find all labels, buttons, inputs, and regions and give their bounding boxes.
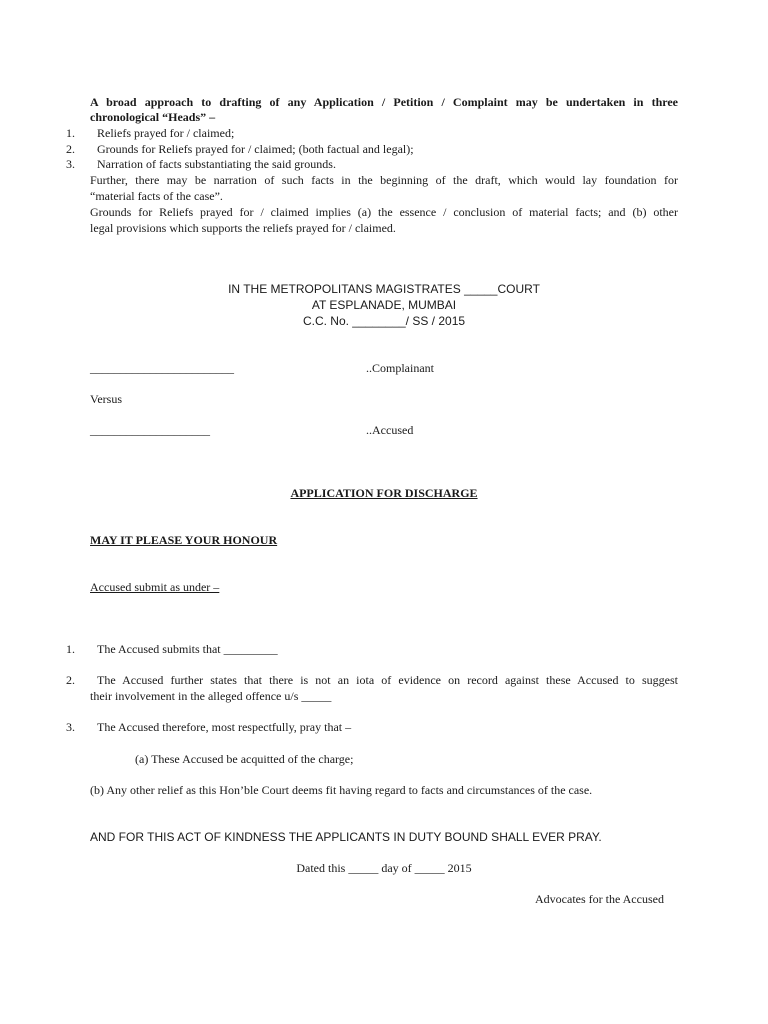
intro-paragraph-2-line1: Grounds for Reliefs prayed for / claimed implies (a) the essence / conclusion of material facts; and (b) other: [90, 205, 678, 219]
signature-line: Advocates for the Accused: [535, 892, 664, 906]
point-text: The Accused therefore, most respectfully, pray that –: [97, 720, 352, 734]
court-location: AT ESPLANADE, MUMBAI: [311, 298, 457, 312]
prayer-b: (b) Any other relief as this Hon’ble Court deems fit having regard to facts and circumstances of the case.: [90, 783, 593, 797]
point-number: 1.: [66, 642, 75, 656]
submission-intro: Accused submit as under –: [90, 580, 220, 594]
intro-paragraph-1-line2: “material facts of the case”.: [90, 189, 223, 203]
versus-label: Versus: [90, 392, 122, 406]
point-text: The Accused submits that _________: [97, 642, 278, 656]
intro-item-text: Reliefs prayed for / claimed;: [97, 126, 235, 140]
intro-item-number: 3.: [66, 157, 75, 171]
intro-paragraph-2-line2: legal provisions which supports the reliefs prayed for / claimed.: [90, 221, 396, 235]
salutation: MAY IT PLEASE YOUR HONOUR: [90, 533, 278, 547]
point-number: 2.: [66, 673, 75, 687]
intro-heading-line2: chronological “Heads” –: [90, 110, 216, 124]
intro-heading-line1: A broad approach to drafting of any Application / Petition / Complaint may be undertaken in three: [90, 95, 678, 109]
case-number: C.C. No. ________/ SS / 2015: [302, 314, 466, 328]
intro-item-number: 2.: [66, 142, 75, 156]
intro-paragraph-1-line1: Further, there may be narration of such facts in the beginning of the draft, which would lay foundation for: [90, 173, 678, 187]
closing-prayer: AND FOR THIS ACT OF KINDNESS THE APPLICANTS IN DUTY BOUND SHALL EVER PRAY.: [90, 830, 602, 844]
accused-label: ..Accused: [366, 423, 414, 437]
prayer-a: (a) These Accused be acquitted of the charge;: [135, 752, 354, 766]
intro-item-text: Narration of facts substantiating the said grounds.: [97, 157, 336, 171]
point-number: 3.: [66, 720, 75, 734]
intro-item-number: 1.: [66, 126, 75, 140]
point-text-line1: The Accused further states that there is not an iota of evidence on record against these Accused to suggest: [97, 673, 678, 687]
document-title: APPLICATION FOR DISCHARGE: [290, 486, 478, 500]
date-line: Dated this _____ day of _____ 2015: [296, 861, 472, 875]
complainant-name-blank: ________________________: [90, 361, 234, 375]
complainant-label: ..Complainant: [366, 361, 434, 375]
intro-item-text: Grounds for Reliefs prayed for / claimed; (both factual and legal);: [97, 142, 414, 156]
point-text-line2: their involvement in the alleged offence u/s _____: [90, 689, 332, 703]
accused-name-blank: ____________________: [90, 423, 210, 437]
court-name: IN THE METROPOLITANS MAGISTRATES _____COURT: [228, 282, 540, 296]
